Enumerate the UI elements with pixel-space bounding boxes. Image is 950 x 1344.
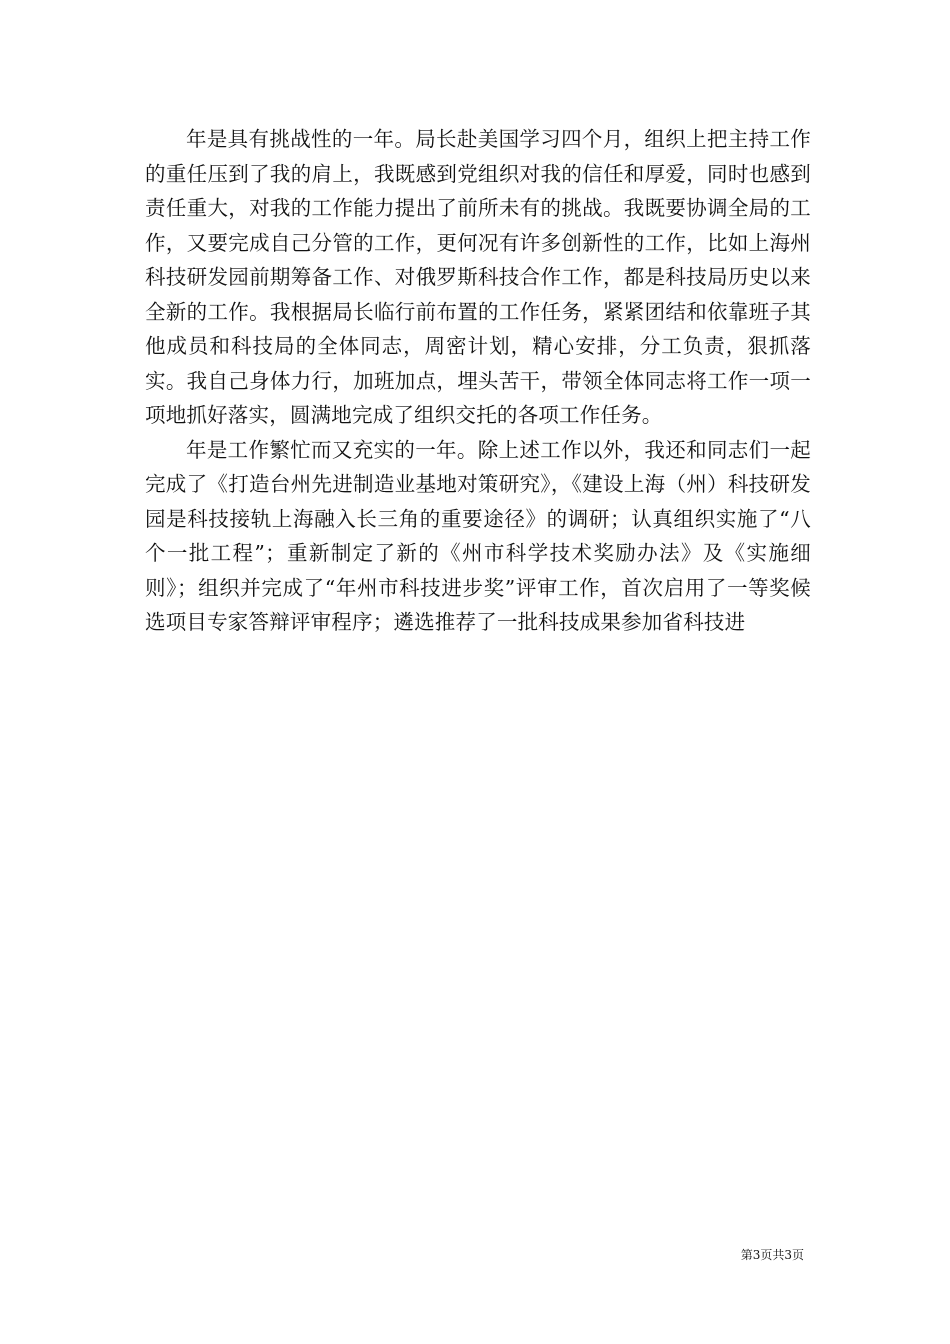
page-number: 第3页共3页 (740, 1248, 804, 1262)
paragraph-1: 年是具有挑战性的一年。局长赴美国学习四个月，组织上把主持工作的重任压到了我的肩上，我既感到党组织对我的信任和厚爱，同时也感到责任重大，对我的工作能力提出了前所未有的挑战。我既要协调全局的工作，又要完成自己分管的工作，更何况有许多创新性的工作，比如上海州科技研发园前期筹备工作、对俄罗斯科技合作工作，都是科技局历史以来全新的工作。我根据局长临行前布置的工作任务，紧紧团结和依靠班子其他成员和科技局的全体同志，周密计划，精心安排，分工负责，狠抓落实。我自己身体力行，加班加点，埋头苦干，带领全体同志将工作一项一项地抓好落实，圆满地完成了组织交托的各项工作任务。 (145, 127, 811, 427)
document-body (145, 122, 811, 640)
paragraph-2: 年是工作繁忙而又充实的一年。除上述工作以外，我还和同志们一起完成了《打造台州先进制造业基地对策研究》，《建设上海（州）科技研发园是科技接轨上海融入长三角的重要途径》的调研；认真组织实施了“八个一批工程”；重新制定了新的《州市科学技术奖励办法》及《实施细则》；组织并完成了“年州市科技进步奖”评审工作，首次启用了一等奖候选项目专家答辩评审程序；遴选推荐了一批科技成果参加省科技进 (145, 437, 811, 634)
